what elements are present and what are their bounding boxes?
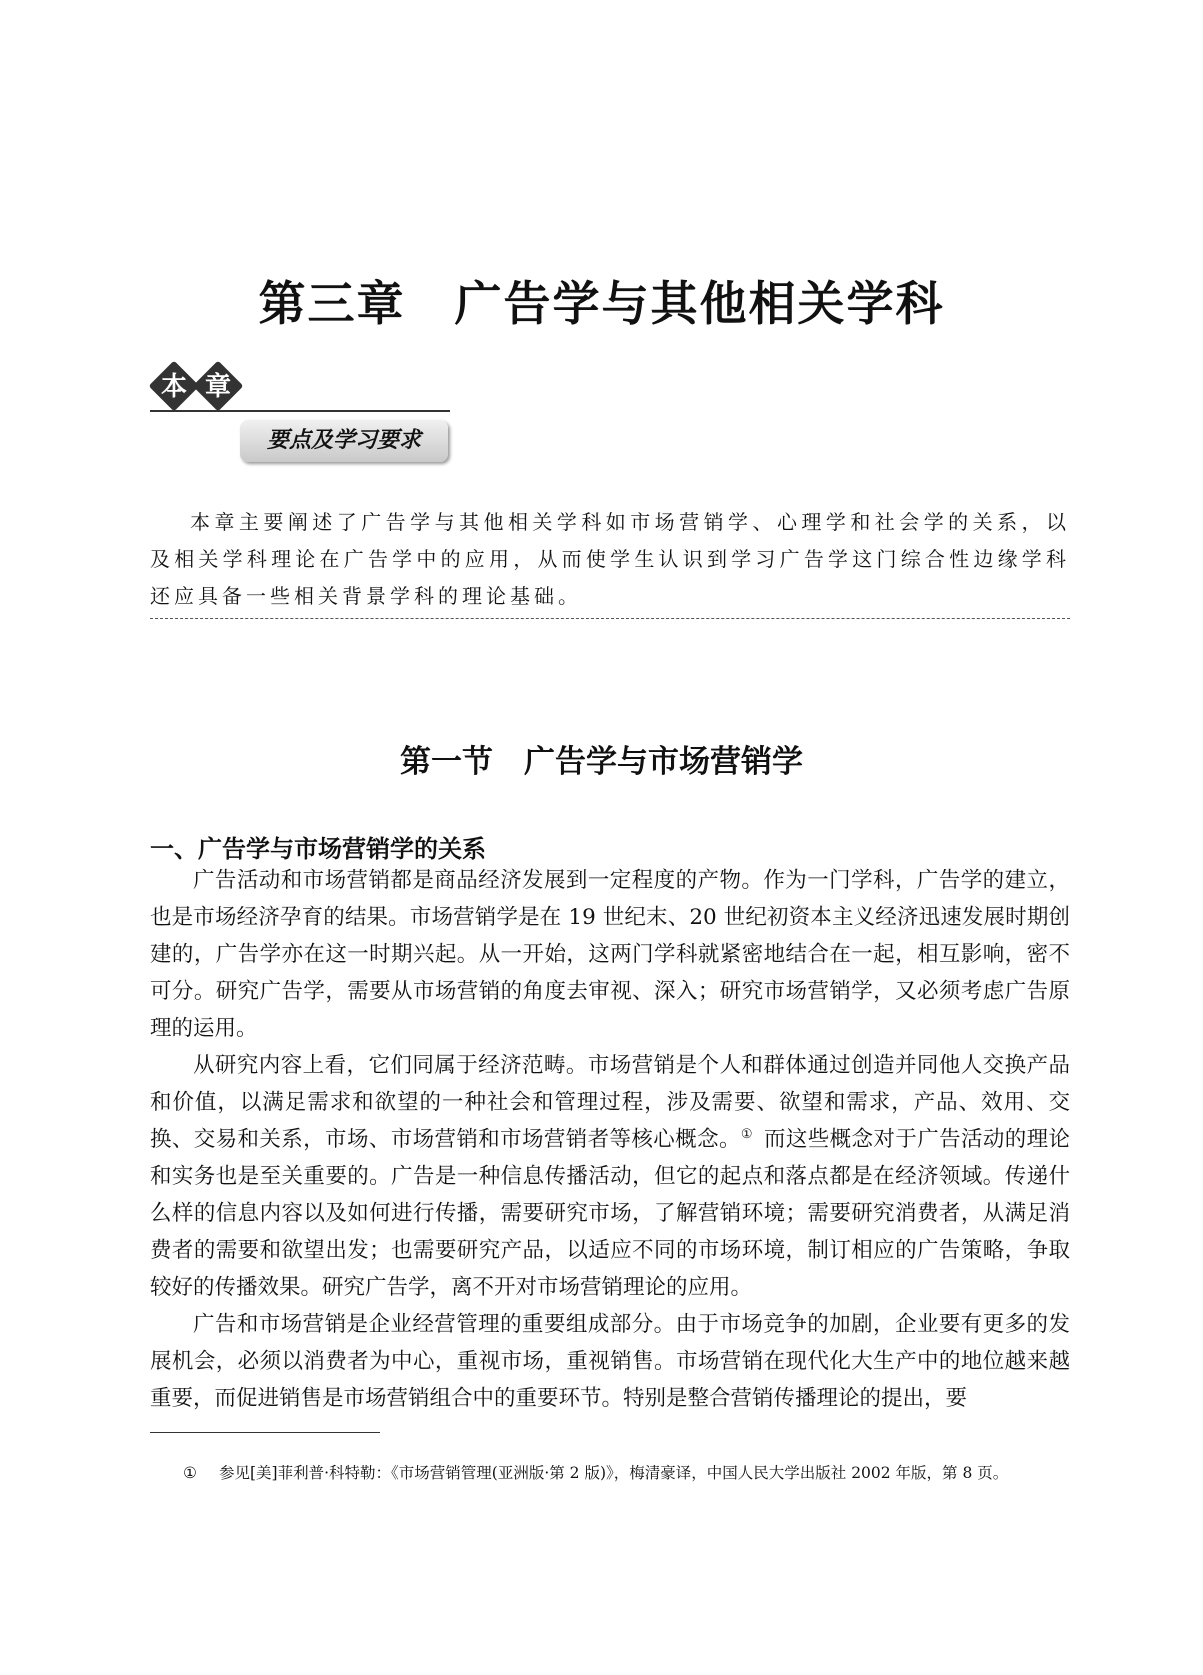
summary-divider xyxy=(150,618,1070,619)
footnote-divider xyxy=(150,1432,380,1433)
badge-char-1: 本 xyxy=(160,372,187,402)
badge-label: 要点及学习要求 xyxy=(240,420,448,462)
paragraph-2-part-2: 而这些概念对于广告活动的理论和实务也是至关重要的。广告是一种信息传播活动，但它的起点和落点都是在经济领域。传递什么样的信息内容以及如何进行传播，需要研究市场，了解营销环境；需要研究消费者，从满足消费者的需要和欲望出发；也需要研究产品，以适应不同的市场环境，制订相应的广告策略，争取较好的传播效果。研究广告学，离不开对市场营销理论的应用。 xyxy=(150,1127,1070,1300)
chapter-summary: 本章主要阐述了广告学与其他相关学科如市场营销学、心理学和社会学的关系，以及相关学科理论在广告学中的应用，从而使学生认识到学习广告学这门综合性边缘学科还应具备一些相关背景学科的理论基础。 xyxy=(150,510,1070,608)
footnote xyxy=(183,1460,1073,1486)
badge-underline xyxy=(150,410,450,412)
chapter-title: 第三章 广告学与其他相关学科 xyxy=(258,277,945,333)
paragraph-2-part-1: 从研究内容上看，它们同属于经济范畴。市场营销是个人和群体通过创造并同他人交换产品和价值，以满足需求和欲望的一种社会和管理过程，涉及需要、欲望和需求，产品、效用、交换、交易和关系，市场、市场营销和市场营销者等核心概念。 xyxy=(150,1053,1070,1152)
footnote-reference[interactable]: ① xyxy=(740,1126,753,1142)
body-text xyxy=(150,862,1070,1417)
footnote-number: ① xyxy=(183,1464,197,1482)
badge-char-2: 章 xyxy=(204,372,231,402)
section-title: 第一节 广告学与市场营销学 xyxy=(400,743,803,780)
chapter-objectives-badge xyxy=(150,366,450,466)
paragraph-3: 广告和市场营销是企业经营管理的重要组成部分。由于市场竞争的加剧，企业要有更多的发展机会，必须以消费者为中心，重视市场，重视销售。市场营销在现代化大生产中的地位越来越重要，而促进销售是市场营销组合中的重要环节。特别是整合营销传播理论的提出，要 xyxy=(150,1312,1070,1411)
footnote-text: 参见[美]菲利普·科特勒：《市场营销管理(亚洲版·第 2 版)》，梅清豪译，中国人民大学出版社 2002 年版，第 8 页。 xyxy=(219,1464,1009,1482)
paragraph-1: 广告活动和市场营销都是商品经济发展到一定程度的产物。作为一门学科，广告学的建立，也是市场经济孕育的结果。市场营销学是在 19 世纪末、20 世纪初资本主义经济迅速发展时期创建的，广告学亦在这一时期兴起。从一开始，这两门学科就紧密地结合在一起，相互影响，密不可分。研究广告学，需要从市场营销的角度去审视、深入；研究市场营销学，又必须考虑广告原理的运用。 xyxy=(150,868,1070,1041)
subsection-title: 一、广告学与市场营销学的关系 xyxy=(150,835,486,863)
paragraph-2 xyxy=(150,1047,1070,1306)
